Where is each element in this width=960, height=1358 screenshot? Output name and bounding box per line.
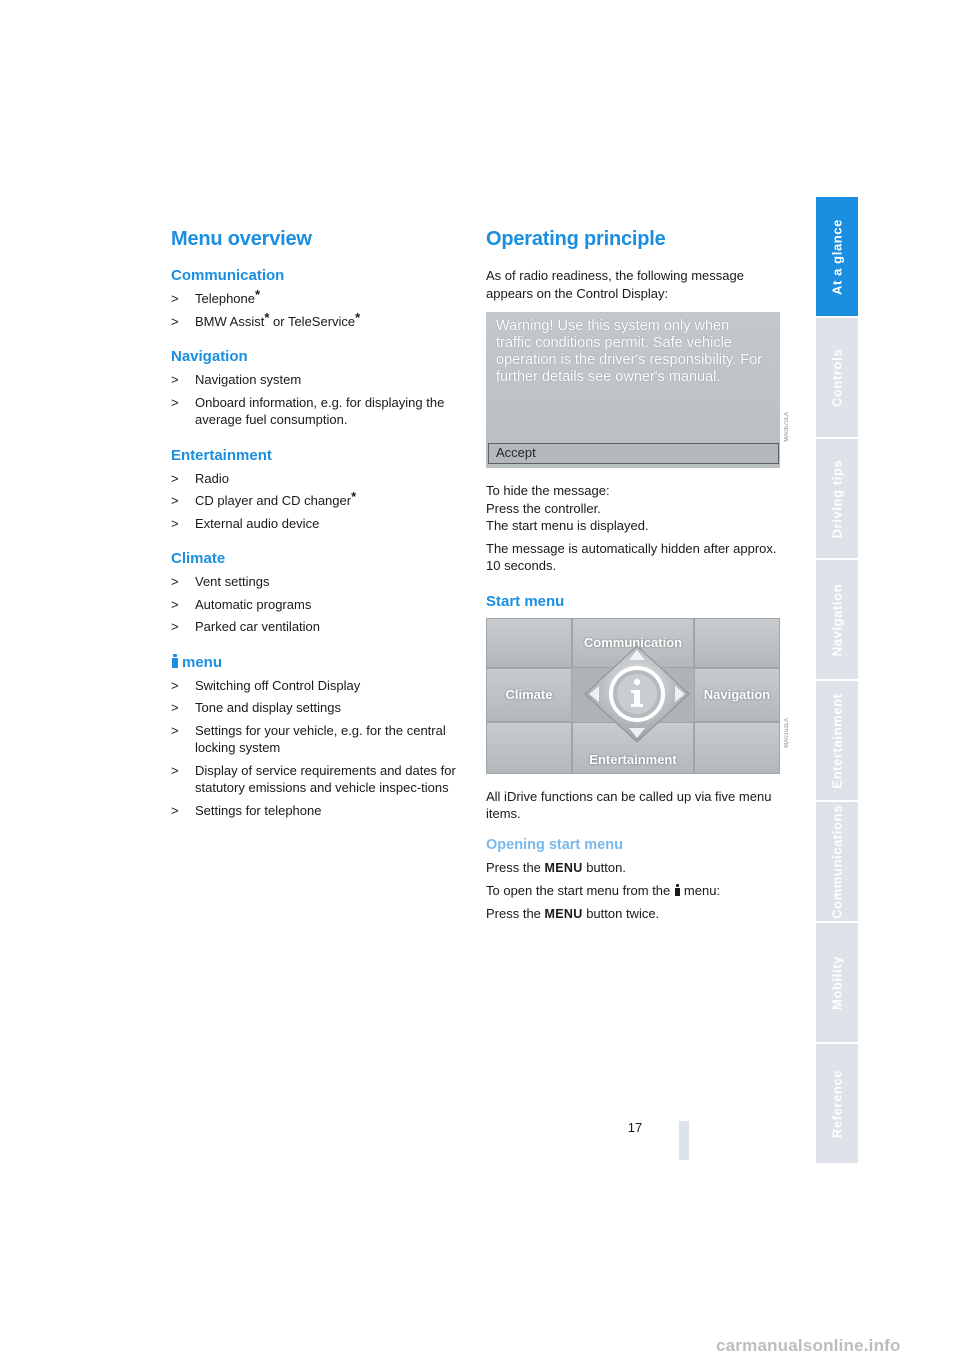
item-text-tail: or TeleService xyxy=(269,313,356,329)
heading-info-menu xyxy=(171,654,466,671)
bullet: > xyxy=(171,802,179,818)
bullet: > xyxy=(171,470,179,486)
page-number: 17 xyxy=(627,1120,643,1135)
info-icon xyxy=(674,884,681,896)
heading-communication: Communication xyxy=(171,267,285,284)
start-menu-heading: Start menu xyxy=(486,592,565,610)
press-twice-text xyxy=(486,905,786,924)
menu-item-climate: Climate xyxy=(486,668,572,722)
option-star-icon: * xyxy=(355,309,361,325)
bullet: > xyxy=(171,619,179,634)
tab-driving-tips[interactable] xyxy=(816,439,858,558)
bullet: > xyxy=(171,515,179,531)
list-item xyxy=(171,573,466,591)
communication-list xyxy=(171,287,466,330)
tab-label: Entertainment xyxy=(829,692,845,789)
item-text: Tone and display settings xyxy=(195,700,341,715)
item-text: External audio device xyxy=(195,515,320,531)
item-text: Parked car ventilation xyxy=(195,619,321,634)
item-text: Settings for your vehicle, e.g. for the central locking system xyxy=(195,722,446,755)
entertainment-list xyxy=(171,470,466,533)
bullet: > xyxy=(171,394,179,410)
item-text: CD player and CD changer xyxy=(195,493,352,508)
list-item xyxy=(171,394,466,429)
heading-navigation: Navigation xyxy=(171,348,248,365)
tab-label: At a glance xyxy=(829,218,845,295)
tab-at-a-glance[interactable] xyxy=(816,197,858,316)
bullet: > xyxy=(171,574,179,589)
menu-key-icon: MENU xyxy=(544,860,583,875)
option-star-icon: * xyxy=(264,309,270,325)
bullet: > xyxy=(171,596,179,612)
option-star-icon: * xyxy=(255,287,261,302)
menu-item-communication: Communication xyxy=(572,618,694,668)
text: Press the xyxy=(486,859,541,875)
menu-overview-title: Menu overview xyxy=(171,228,312,250)
menu-item-entertainment: Entertainment xyxy=(572,722,694,774)
tab-label: Controls xyxy=(829,348,845,407)
menu-item-navigation: Navigation xyxy=(694,668,780,722)
tab-label: Navigation xyxy=(829,583,845,656)
item-text: Settings for telephone xyxy=(195,802,322,818)
list-item xyxy=(171,371,466,389)
item-text: Onboard information, e.g. for displaying the average fuel consumption. xyxy=(195,394,445,427)
tab-controls[interactable] xyxy=(816,318,858,437)
chapter-tabs xyxy=(816,197,858,1161)
text: button. xyxy=(586,859,626,875)
open-from-info-text xyxy=(486,882,786,900)
bullet: > xyxy=(171,700,179,715)
item-text: Navigation system xyxy=(195,372,302,387)
menu-overview-column xyxy=(171,228,466,824)
list-item xyxy=(171,618,466,636)
tab-label: Communications xyxy=(829,804,845,919)
menu-cell-blank xyxy=(694,722,780,774)
tab-label: Reference xyxy=(829,1069,845,1138)
operating-principle-title: Operating principle xyxy=(486,228,666,250)
opening-start-menu-heading: Opening start menu xyxy=(486,836,623,853)
bullet: > xyxy=(171,677,179,693)
list-item xyxy=(171,699,466,717)
item-text: Radio xyxy=(195,470,229,486)
item-text: Telephone xyxy=(195,291,255,306)
hide-text-1: To hide the message: xyxy=(486,483,610,498)
heading-text: menu xyxy=(182,653,223,671)
menu-cell-blank xyxy=(694,618,780,668)
option-star-icon: * xyxy=(351,489,357,504)
bullet: > xyxy=(171,372,179,387)
list-item xyxy=(171,515,466,533)
heading-entertainment: Entertainment xyxy=(171,446,272,464)
item-text: Automatic programs xyxy=(195,596,312,612)
climate-list xyxy=(171,573,466,636)
list-item xyxy=(171,287,466,308)
warning-message: Warning! Use this system only when traffic conditions permit. Safe vehicle operation is the driver's responsibility. For further details see owner's manual. xyxy=(496,318,763,385)
text: menu: xyxy=(683,883,721,898)
intro-text: As of radio readiness, the following message appears on the Control Display: xyxy=(486,268,744,301)
hide-text-2: Press the controller. xyxy=(486,500,601,516)
accept-button: Accept xyxy=(488,443,779,464)
all-functions-text: All iDrive functions can be called up via five menu items. xyxy=(486,788,772,821)
controller-info-icon xyxy=(583,644,691,744)
bullet: > xyxy=(171,722,179,738)
list-item xyxy=(171,802,466,820)
list-item xyxy=(171,762,466,797)
page-marker-bar xyxy=(679,1121,689,1160)
start-menu-screenshot xyxy=(486,618,790,774)
tab-communications[interactable] xyxy=(816,802,858,921)
press-menu-text xyxy=(486,859,786,878)
navigation-list xyxy=(171,371,466,429)
watermark: carmanualsonline.info xyxy=(716,1336,901,1355)
operating-principle-column xyxy=(486,228,790,928)
auto-hide-text: The message is automatically hidden after approx. 10 seconds. xyxy=(486,540,777,573)
item-text: BMW Assist xyxy=(195,313,265,329)
image-code: MA0670LA xyxy=(784,412,790,442)
menu-cell-blank xyxy=(486,722,572,774)
menu-key-icon: MENU xyxy=(544,906,583,921)
list-item xyxy=(171,677,466,695)
info-menu-list xyxy=(171,677,466,820)
tab-navigation[interactable] xyxy=(816,560,858,679)
item-text: Vent settings xyxy=(195,574,270,589)
tab-label: Driving tips xyxy=(829,459,845,538)
text: To open the start menu from the xyxy=(486,883,671,898)
tab-mobility[interactable] xyxy=(816,923,858,1042)
tab-reference[interactable] xyxy=(816,1044,858,1163)
bullet: > xyxy=(171,493,179,508)
list-item xyxy=(171,489,466,510)
bullet: > xyxy=(171,762,179,778)
item-text: Switching off Control Display xyxy=(195,677,361,693)
menu-cell-blank xyxy=(486,618,572,668)
hide-text-3: The start menu is displayed. xyxy=(486,518,649,533)
item-text: Display of service requirements and dates for statutory emissions and vehicle inspec-tions xyxy=(195,762,456,795)
text: button twice. xyxy=(586,905,660,921)
tab-entertainment[interactable] xyxy=(816,681,858,800)
list-item xyxy=(171,470,466,488)
bullet: > xyxy=(171,313,179,329)
warning-screenshot xyxy=(486,312,790,468)
info-icon xyxy=(171,654,179,668)
tab-label: Mobility xyxy=(829,955,845,1010)
list-item xyxy=(171,596,466,614)
list-item xyxy=(171,309,466,331)
image-code: MA0153LA xyxy=(784,717,790,748)
text: Press the xyxy=(486,905,541,921)
list-item xyxy=(171,722,466,757)
bullet: > xyxy=(171,291,179,306)
heading-climate: Climate xyxy=(171,550,226,567)
